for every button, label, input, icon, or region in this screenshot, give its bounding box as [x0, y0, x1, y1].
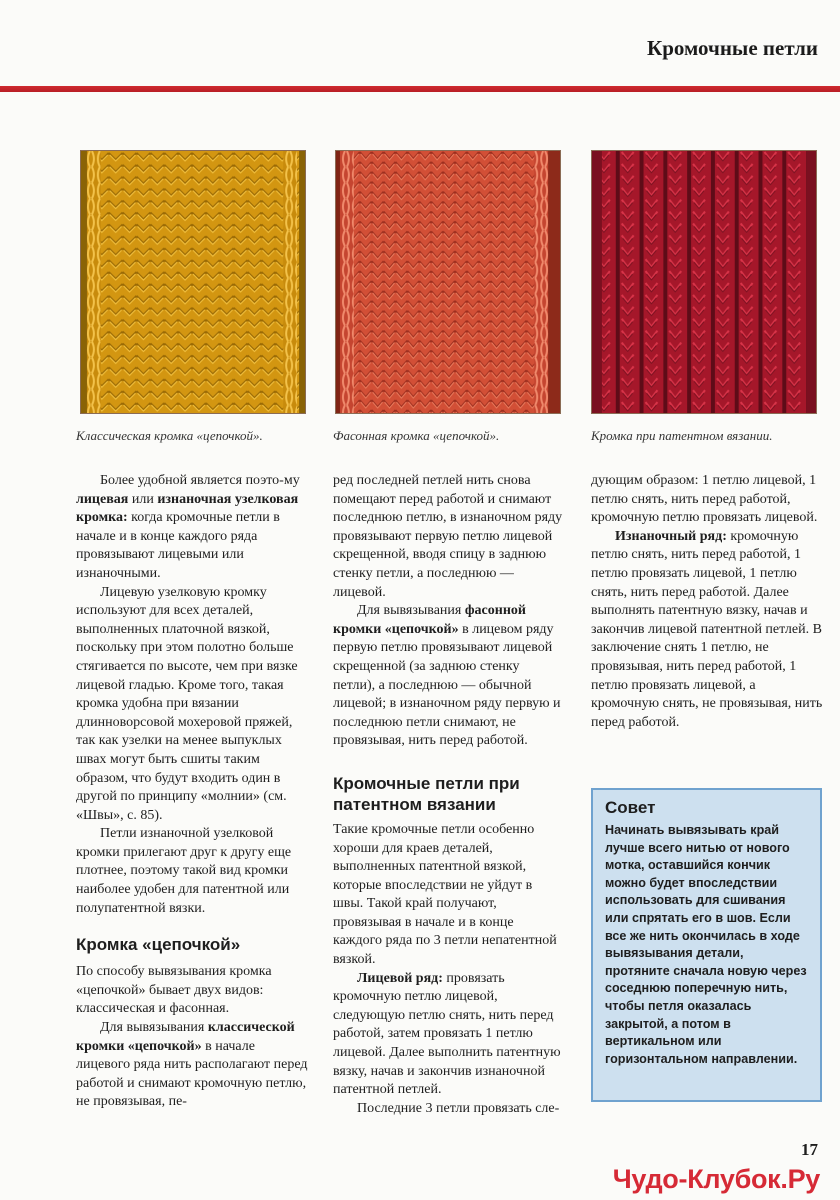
text-column-2 [333, 472, 565, 1118]
photo-caption: Классическая кромка «цепочкой». [76, 428, 263, 443]
section-heading-chain-edge: Кромка «цепочкой» [76, 935, 241, 955]
tip-title: Совет [605, 798, 656, 817]
photo-caption: Фасонная кромка «цепочкой». [333, 428, 500, 443]
paragraph: Такие кромочные петли особенно хороши для краев деталей, выполненных патентной вязкой, которые впоследствии не уйдут в швы. Такой край получают, провязывая в начале и в конце каждого ряда по 3 петли непатентной вязкой. [333, 821, 557, 968]
page-number: 17 [801, 1140, 818, 1159]
photo-fancy-chain-edge [335, 150, 561, 414]
paragraph: Более удобной является поэто-му лицевая или изнаночная узелковая кромка: когда кромочные петли в начале и в конце каждого ряда провязывают лицевыми или изнаночными. [76, 473, 300, 581]
text-column-1 [76, 472, 308, 1112]
running-header-title: Кромочные петли [647, 36, 818, 60]
paragraph: дующим образом: 1 петлю лицевой, 1 петлю снять, нить перед работой, кромочную петлю провязать лицевой. [591, 473, 818, 526]
photo-caption: Кромка при патентном вязании. [591, 428, 773, 443]
paragraph: Лицевую узелковую кромку используют для всех деталей, выполненных платочной вязкой, поскольку при этом полотно больше стягивается по высоте, чем при вязке лицевой гладью. Кроме того, такая кромка удобна при вязании длинноворсовой мохеровой пряжей, так как узелки на менее выпуклых швах могут быть сшиты таким образом, что будут входить один в другой по принципу «молнии» (см. «Швы», с. 85). [76, 584, 298, 823]
text-column-3 [591, 472, 823, 732]
photo-patent-knitting-edge [591, 150, 817, 414]
paragraph: Для вывязывания фасонной кромки «цепочкой» в лицевом ряду первую петлю провязывают лицевой скрещенной (за заднюю стенку петли), а последнюю — обычной лицевой; в изнаночном ряду первую и последнюю петли снимают, не провязывая, нить перед работой. [333, 603, 561, 749]
section-heading-patent-edge: Кромочные петли при патентном вязании [333, 773, 520, 814]
photo-classic-chain-edge [80, 150, 306, 414]
paragraph: Последние 3 петли провязать сле- [357, 1100, 560, 1116]
paragraph: Для вывязывания классической кромки «цепочкой» в начале лицевого ряда нить располагают перед работой и снимают кромочную петлю, не провязывая, пе- [76, 1020, 308, 1110]
header-rule [0, 86, 840, 92]
paragraph: По способу вывязывания кромка «цепочкой» бывает двух видов: классическая и фасонная. [76, 964, 272, 1017]
paragraph: Лицевой ряд: провязать кромочную петлю лицевой, следующую петлю снять, нить перед работой, затем провязать 1 петлю лицевой. Далее выполнить патентную вязку, начав и закончив изнаночной патентной петлей. [333, 970, 561, 1098]
paragraph: Петли изнаночной узелковой кромки прилегают друг к другу еще плотнее, поэтому такой вид кромки наиболее удобен для патентной или полупатентной вязки. [76, 826, 292, 916]
paragraph: ред последней петлей нить снова помещают перед работой и снимают последнюю петлю, в изнаночном ряду провязывают первую петлю лицевой скрещенной, вводя спицу в заднюю стенку петли, а последнюю — лицевой. [333, 473, 563, 600]
tip-box [591, 788, 822, 1102]
paragraph: Изнаночный ряд: кромочную петлю снять, нить перед работой, 1 петлю провязать лицевой, 1 петлю снять, нить перед работой. Далее выполнять патентную вязку, начав и закончив лицевой патентной петлей. В заключение снять 1 петлю, не провязывая, нить перед работой, 1 петлю провязать лицевой, а кромочную снять, не провязывая, нить перед работой. [591, 528, 823, 730]
tip-body: Начинать вывязывать край лучше всего нитью от нового мотка, оставшийся кончик можно будет впоследствии использовать для сшивания или спрятать его в шов. Если все же нить окончилась в ходе вывязывания детали, протяните сначала новую через соседнюю поперечную нить, чтобы петля оказалась закрытой, а потом в вертикальном или горизонтальном направлении. [605, 823, 807, 1066]
site-watermark: Чудо-Клубок.Ру [612, 1164, 820, 1194]
